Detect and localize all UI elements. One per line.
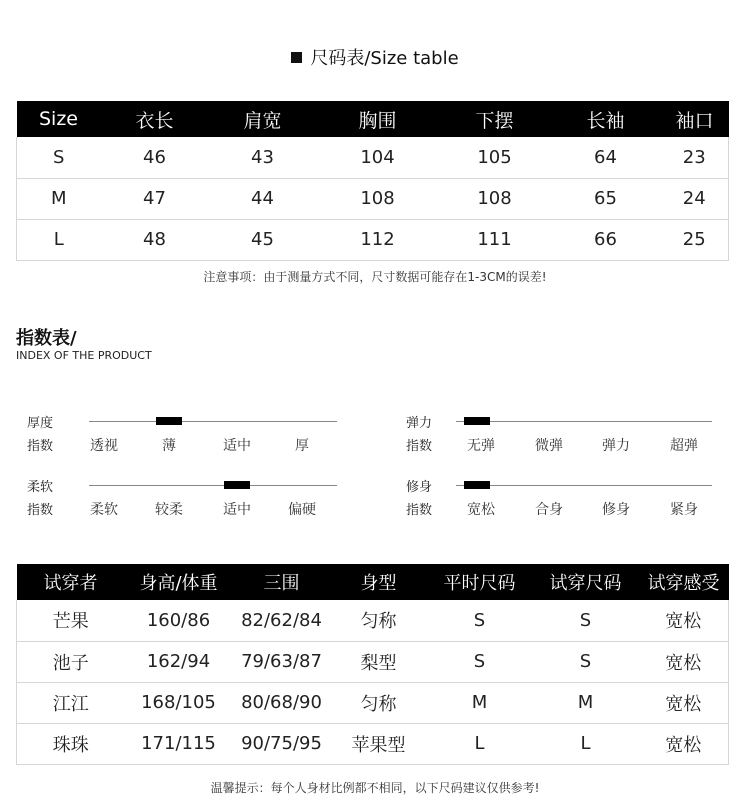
index-subtitle: INDEX OF THE PRODUCT bbox=[16, 349, 152, 362]
try-on-cell: 匀称 bbox=[331, 682, 427, 723]
table-row bbox=[17, 641, 729, 682]
size-cell: 108 bbox=[317, 178, 439, 219]
try-on-cell: M bbox=[533, 682, 639, 723]
table-row bbox=[17, 137, 729, 178]
size-cell: S bbox=[17, 137, 101, 178]
try-on-cell: 168/105 bbox=[125, 682, 233, 723]
size-table-note: 注意事项：由于测量方式不同，尺寸数据可能存在1-3CM的误差! bbox=[203, 270, 547, 284]
size-header-cell: 袖口 bbox=[661, 101, 729, 137]
slider-marker bbox=[464, 481, 490, 489]
slider-label: 修身 bbox=[406, 480, 433, 495]
try-on-cell: 90/75/95 bbox=[233, 723, 331, 764]
try-on-header-cell: 平时尺码 bbox=[427, 564, 533, 600]
index-title: 指数表/ bbox=[16, 328, 77, 349]
try-on-cell: 匀称 bbox=[331, 600, 427, 641]
try-on-header-cell: 试穿感受 bbox=[639, 564, 729, 600]
slider-label: 厚度 bbox=[27, 416, 54, 431]
elasticity-index bbox=[406, 412, 716, 456]
try-on-cell: 苹果型 bbox=[331, 723, 427, 764]
try-on-cell: 宽松 bbox=[639, 600, 729, 641]
table-row bbox=[17, 682, 729, 723]
slider-label: 指数 bbox=[406, 503, 433, 518]
size-cell: 65 bbox=[551, 178, 661, 219]
fit-index bbox=[406, 476, 716, 520]
size-header-cell: 胸围 bbox=[317, 101, 439, 137]
try-on-cell: 宽松 bbox=[639, 723, 729, 764]
size-cell: 23 bbox=[661, 137, 729, 178]
slider-option: 无弹 bbox=[467, 438, 495, 454]
size-table-header bbox=[17, 101, 729, 137]
size-cell: L bbox=[17, 219, 101, 260]
try-on-header-cell: 试穿者 bbox=[17, 564, 125, 600]
size-cell: 111 bbox=[439, 219, 551, 260]
slider-label: 柔软 bbox=[27, 480, 54, 495]
size-cell: 64 bbox=[551, 137, 661, 178]
try-on-header-cell: 三围 bbox=[233, 564, 331, 600]
size-cell: 43 bbox=[209, 137, 317, 178]
try-on-header-cell: 试穿尺码 bbox=[533, 564, 639, 600]
try-on-note: 温馨提示：每个人身材比例都不相同，以下尺码建议仅供参考! bbox=[210, 781, 540, 795]
try-on-cell: L bbox=[533, 723, 639, 764]
try-on-header-cell: 身型 bbox=[331, 564, 427, 600]
size-cell: 104 bbox=[317, 137, 439, 178]
size-cell: 48 bbox=[101, 219, 209, 260]
slider-option: 超弹 bbox=[670, 438, 698, 454]
slider-option: 紧身 bbox=[670, 502, 698, 518]
table-row bbox=[17, 219, 729, 260]
square-bullet-icon bbox=[291, 52, 302, 63]
try-on-cell: S bbox=[427, 641, 533, 682]
try-on-cell: 162/94 bbox=[125, 641, 233, 682]
try-on-cell: 宽松 bbox=[639, 641, 729, 682]
slider-label: 指数 bbox=[406, 439, 433, 454]
size-cell: 25 bbox=[661, 219, 729, 260]
table-row bbox=[17, 723, 729, 764]
slider-track bbox=[456, 485, 712, 486]
slider-option: 微弹 bbox=[535, 438, 563, 454]
slider-option: 厚 bbox=[295, 438, 309, 454]
size-table bbox=[16, 101, 729, 261]
slider-marker bbox=[464, 417, 490, 425]
slider-option: 偏硬 bbox=[288, 502, 316, 518]
try-on-cell: 珠珠 bbox=[17, 723, 125, 764]
slider-track bbox=[89, 421, 337, 422]
table-row bbox=[17, 600, 729, 641]
try-on-cell: 池子 bbox=[17, 641, 125, 682]
size-table-title bbox=[0, 44, 750, 70]
size-cell: 66 bbox=[551, 219, 661, 260]
slider-label: 指数 bbox=[27, 439, 54, 454]
size-cell: 45 bbox=[209, 219, 317, 260]
slider-option: 修身 bbox=[602, 502, 630, 518]
try-on-cell: 芒果 bbox=[17, 600, 125, 641]
size-header-cell: 长袖 bbox=[551, 101, 661, 137]
slider-track bbox=[456, 421, 712, 422]
size-cell: 112 bbox=[317, 219, 439, 260]
try-on-cell: 梨型 bbox=[331, 641, 427, 682]
slider-option: 适中 bbox=[223, 438, 251, 454]
thickness-index bbox=[27, 412, 337, 456]
slider-option: 宽松 bbox=[467, 502, 495, 518]
try-on-cell: 79/63/87 bbox=[233, 641, 331, 682]
slider-option: 适中 bbox=[223, 502, 251, 518]
size-cell: 105 bbox=[439, 137, 551, 178]
slider-option: 薄 bbox=[162, 438, 176, 454]
size-header-cell: 衣长 bbox=[101, 101, 209, 137]
size-cell: 24 bbox=[661, 178, 729, 219]
try-on-cell: 82/62/84 bbox=[233, 600, 331, 641]
slider-track bbox=[89, 485, 337, 486]
slider-label: 指数 bbox=[27, 503, 54, 518]
size-cell: 44 bbox=[209, 178, 317, 219]
size-header-cell: 下摆 bbox=[439, 101, 551, 137]
size-cell: 47 bbox=[101, 178, 209, 219]
slider-marker bbox=[156, 417, 182, 425]
try-on-cell: 80/68/90 bbox=[233, 682, 331, 723]
slider-option: 合身 bbox=[535, 502, 563, 518]
try-on-cell: 171/115 bbox=[125, 723, 233, 764]
slider-option: 弹力 bbox=[602, 438, 630, 454]
try-on-header-cell: 身高/体重 bbox=[125, 564, 233, 600]
size-cell: M bbox=[17, 178, 101, 219]
slider-option: 透视 bbox=[90, 438, 118, 454]
try-on-cell: S bbox=[533, 641, 639, 682]
slider-label: 弹力 bbox=[406, 416, 433, 431]
try-on-cell: 宽松 bbox=[639, 682, 729, 723]
slider-marker bbox=[224, 481, 250, 489]
try-on-cell: 江江 bbox=[17, 682, 125, 723]
try-on-cell: L bbox=[427, 723, 533, 764]
try-on-table bbox=[16, 564, 729, 765]
try-on-table-header bbox=[17, 564, 729, 600]
try-on-cell: S bbox=[533, 600, 639, 641]
size-cell: 108 bbox=[439, 178, 551, 219]
size-cell: 46 bbox=[101, 137, 209, 178]
slider-option: 较柔 bbox=[155, 502, 183, 518]
try-on-cell: 160/86 bbox=[125, 600, 233, 641]
slider-option: 柔软 bbox=[90, 502, 118, 518]
table-row bbox=[17, 178, 729, 219]
softness-index bbox=[27, 476, 337, 520]
size-header-cell: Size bbox=[17, 101, 101, 137]
try-on-cell: S bbox=[427, 600, 533, 641]
size-table-title-text: 尺码表/Size table bbox=[310, 48, 459, 69]
try-on-cell: M bbox=[427, 682, 533, 723]
size-header-cell: 肩宽 bbox=[209, 101, 317, 137]
